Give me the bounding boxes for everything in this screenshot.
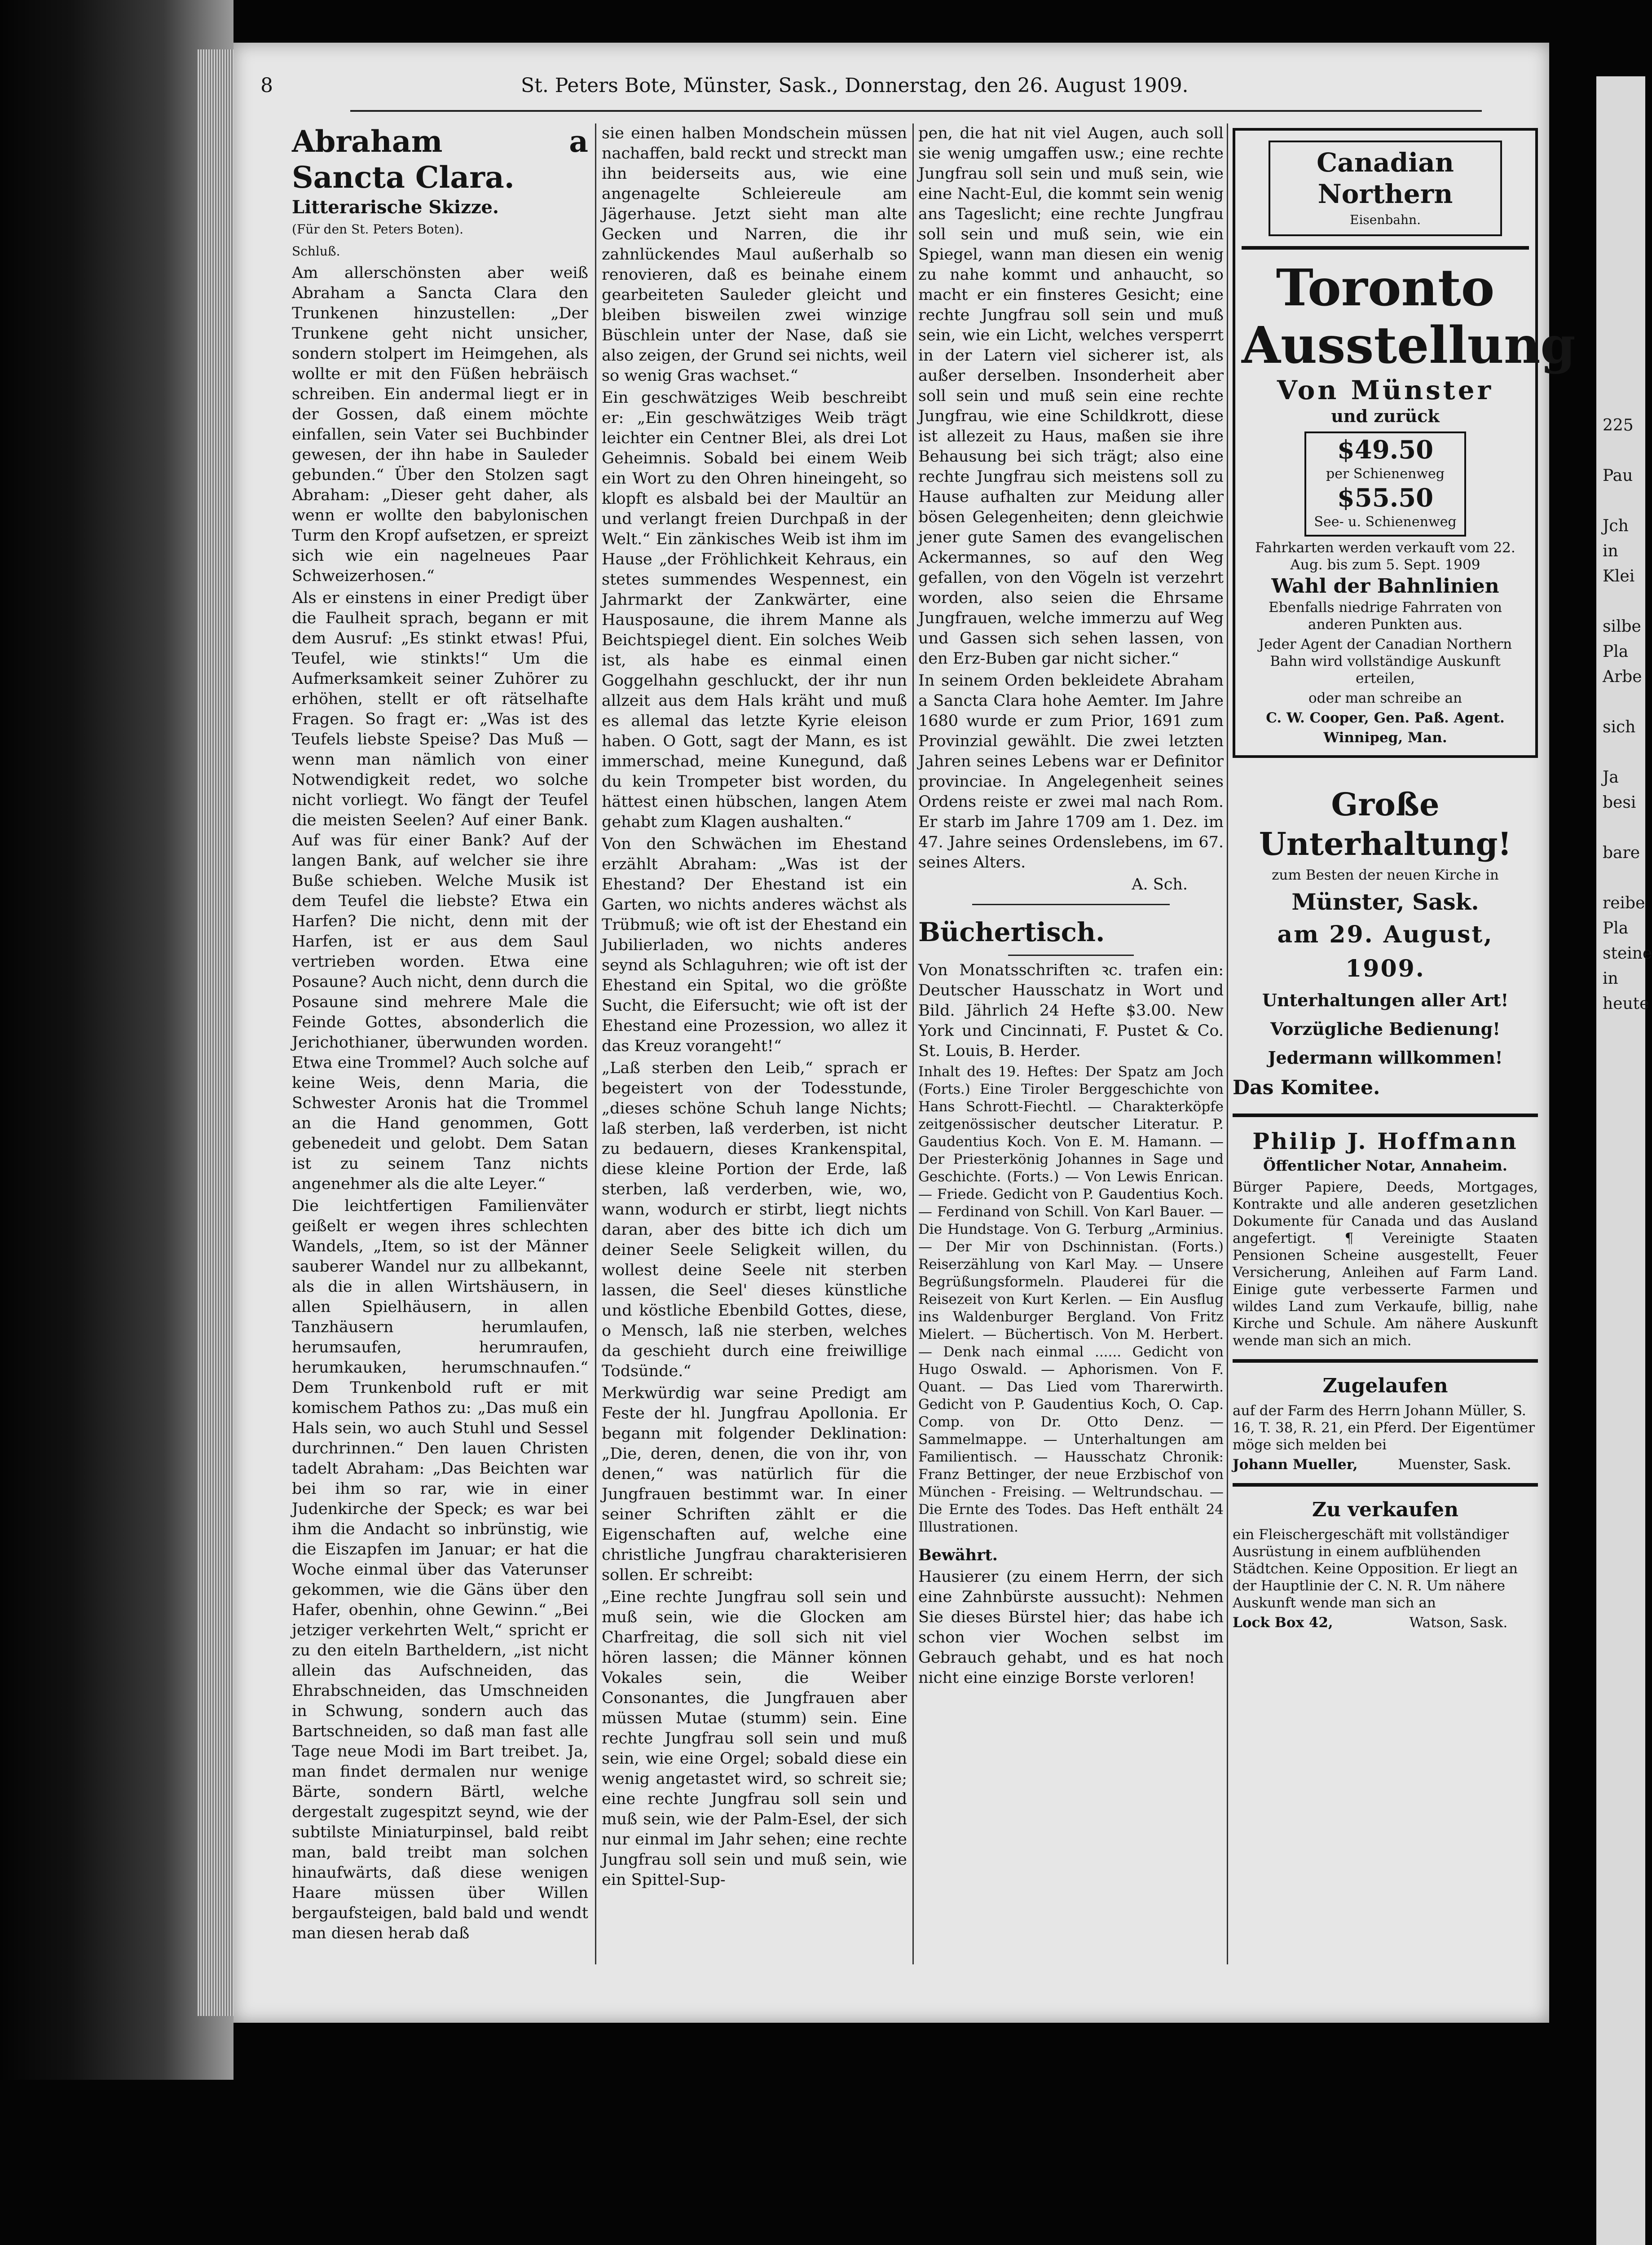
sale-text: ein Fleischergeschäft mit vollständiger Ausrüstung in einem aufblühenden Städtchen. Keine Opposition. Er liegt an der Hauptlinie der C. N. R. Um nähere Auskunft wende man sich an (1233, 1527, 1518, 1611)
adjacent-page-edge (1596, 76, 1652, 2245)
newspaper-page (233, 43, 1576, 2023)
adjacent-page-fragment (1596, 438, 1645, 463)
adjacent-page-fragment (1596, 866, 1645, 891)
adjacent-page-fragment: Pla (1603, 919, 1629, 938)
stray-contact (1233, 1456, 1538, 1473)
write-note: oder man schreibe an (1308, 690, 1463, 706)
stray-place: Muenster, Sask. (1398, 1457, 1511, 1473)
route-choice: Wahl der Bahnlinien (1271, 575, 1499, 598)
company-name: Canadian Northern (1317, 147, 1454, 209)
event-title-1: Große (1331, 786, 1440, 823)
paragraph: Ein geschwätziges Weib beschreibt er: „Ein geschwätziges Weib trägt leichter ein Centner Blei, als drei Lot Geheimnis. Sobald bei einem Weib ein Wort zu den Ohren hineingeht, so klopft es alsbald bei der Maultür an und verlangt freien Durchpaß in der Welt.“ Ein zänkisches Weib ist ihm im Hause „der Fröhlichkeit Kehraus, ein stetes summendes Wespennest, ein Jahrmarkt der Zankwärter, eine Hausposaune, die ihrem Manne als Beichtspiegel dient. Ein solches Weib ist, als habe es einmal einen Goggelhahn geschluckt, der ihr nun allzeit aus dem Hals kräht und muß es allemal das letzte Kyrie eleison haben. O Gott, sagt der Mann, es ist immerschad, meine Kunegund, daß du kein Trompeter bist worden, du hättest einen hübschen, langen Atem gehabt zum Klagen aushalten.“ (602, 389, 907, 831)
paragraph: Von den Schwächen im Ehestand erzählt Abraham: „Was ist der Ehestand? Der Ehestand ist ein Garten, wo nichts anderes wächst als Trübmuß; wie oft ist der Ehestand ein Jubilierladen, wo nichts anderes seynd als Schlaguhren; wie oft ist der Ehestand ein Spital, wo die größte Sucht, die Eifersucht; wie oft ist der Ehestand eine Prozession, wo allez it das Kreuz vorangeht!“ (602, 835, 907, 1055)
sale-box: Lock Box 42, (1233, 1615, 1333, 1631)
price-2-label: See- u. Schienenweg (1314, 514, 1457, 530)
agent-city: Winnipeg, Man. (1323, 730, 1447, 746)
event-line-1: Unterhaltungen aller Art! (1262, 990, 1509, 1010)
price-box (1304, 431, 1466, 537)
stray-text: auf der Farm des Herrn Johann Müller, S. 16, T. 38, R. 21, ein Pferd. Der Eigentümer möge sich melden bei (1233, 1403, 1535, 1453)
adjacent-page-fragment: bare (1603, 844, 1640, 862)
paragraph: Merkwürdig war seine Predigt am Feste der hl. Jungfrau Apollonia. Er begann mit folgender Deklination: „Die, deren, denen, die von ihr, von denen,“ was natürlich für die Jungfrauen bestimmt war. In einer seiner Schriften zählt er die Eigenschaften auf, welche eine christliche Jungfrau charakterisieren sollen. Er schreibt: (602, 1384, 907, 1584)
article-byline: (Für den St. Peters Boten). (292, 222, 464, 237)
page-header (251, 74, 1522, 101)
adjacent-page-fragment: Arbe (1603, 668, 1642, 686)
header-rule (350, 110, 1482, 112)
toronto-exhibition-ad (1233, 128, 1576, 758)
column-rule (1227, 123, 1228, 1964)
article-note: Schluß. (292, 244, 340, 259)
stray-name: Johann Mueller, (1233, 1457, 1358, 1473)
adjacent-page-fragment: besi (1603, 793, 1636, 812)
price-2: $55.50 (1337, 483, 1434, 513)
adjacent-page-fragment: in (1603, 542, 1618, 560)
column-2 (602, 123, 907, 1973)
article-signature: A. Sch. (1132, 876, 1188, 894)
adjacent-page-fragment (1596, 815, 1645, 841)
column-4 (1233, 123, 1576, 1973)
adjacent-page-fragment: Klei (1603, 567, 1635, 585)
books-intro: Von Monatsschriften ꝛc. trafen ein: Deutscher Hausschatz in Wort und Bild. Jährlich 24 Hefte $3.00. New York und Cincinnati, F. Pustet & Co. St. Louis, B. Herder. (918, 961, 1224, 1060)
column-rule (595, 123, 596, 1964)
column-rule (912, 123, 914, 1964)
column-1 (292, 123, 588, 1973)
column-3 (918, 123, 1224, 1973)
sale-contact (1233, 1614, 1538, 1631)
adjacent-page-fragment (1596, 690, 1645, 715)
paragraph: In seinem Orden bekleidete Abraham a Sancta Clara hohe Aemter. Im Jahre 1680 wurde er zum Prior, 1691 zum Provinzial gewählt. Die zwei letzten Jahren seines Lebens war er Definitor provinciae. In Angelegenheit seines Ordens reiste er zwei mal nach Rom. Er starb im Jahre 1709 am 1. Dez. im 47. Jahre seines Ordenslebens, im 67. seines Alters. (918, 672, 1224, 872)
adjacent-page-fragment (1596, 589, 1645, 614)
notary-role: Öffentlicher Notar, Annaheim. (1263, 1157, 1507, 1174)
adjacent-page-fragment: Jch (1603, 517, 1629, 535)
adjacent-page-fragment (1596, 489, 1645, 514)
event-date: am 29. August, 1909. (1277, 921, 1493, 982)
entertainment-ad (1233, 785, 1538, 1104)
section-divider (972, 904, 1170, 905)
paragraph: sie einen halben Mondschein müssen nachaffen, bald reckt und streckt man ihn beiderseits aus, wie eine angenagelte Schleiereule am Jägerhause. Jetzt sieht man alte Gecken und Narren, die ihr zahnlückendes Maul außerhalb so renovieren, daß es beinahe einem gearbeiteten Sauleder gleicht und bleiben bisweilen zwei winzige Büschlein unter der Nase, daß sie also zeigen, der Grund sei nichts, weil so wenig Gras wachset.“ (602, 124, 907, 385)
adjacent-page-fragment: silbe (1603, 617, 1641, 636)
article-subtitle: Litterarische Skizze. (292, 197, 499, 218)
sale-place: Watson, Sask. (1409, 1615, 1508, 1631)
adjacent-page-fragment: steine (1603, 944, 1652, 963)
stray-horse-ad (1233, 1373, 1538, 1473)
ad-divider (1233, 1359, 1538, 1363)
company-box (1269, 141, 1502, 236)
adjacent-page-fragment: sich (1603, 718, 1636, 736)
for-sale-ad (1233, 1497, 1538, 1631)
event-line-3: Jedermann willkommen! (1268, 1048, 1503, 1068)
page-number: 8 (260, 74, 273, 97)
adjacent-page-fragment: reibe (1603, 894, 1645, 912)
books-contents: Inhalt des 19. Heftes: Der Spatz am Joch (Forts.) Eine Tiroler Berggeschichte von Hans Schrott-Fiechtl. — Charakterköpfe zeitgenössischer deutscher Literatur. P. Gaudentius Koch. Von E. M. Hamann. — Der Priesterkönig Johannes in Sage und Geschichte. (Forts.) — Von Lewis Enrican. — Friede. Gedicht von P. Gaudentius Koch. — Ferdinand von Schill. Von Karl Bauer. — Die Hundstage. Von G. Terburg „Arminius. — Der Mir von Dschinnistan. (Forts.) Reiserzählung von Karl May. — Unsere Begrüßungsformeln. Plauderei für die Reisezeit von Kurt Kerlen. — Ein Ausflug ins Waldenburger Bergland. Von Fritz Mielert. — Büchertisch. Von M. Herbert. — Denk nach einmal ...... Gedicht von Hugo Oswald. — Aphorismen. Von F. Quant. — Das Lied vom Tharerwirth. Gedicht von P. Gaudentius Koch, O. Cap. Comp. von Dr. Otto Denz. — Sammelmappe. — Unterhaltungen am Familientisch. — Hausschatz Chronik: Franz Bettinger, der neue Erzbischof von München - Freising. — Weltrundschau. — Die Ernte des Todes. Das Heft enthält 24 Illustrationen. (918, 1064, 1224, 1535)
ad-bar (1242, 246, 1529, 250)
running-head: St. Peters Bote, Münster, Sask., Donnerstag, den 26. August 1909. (521, 74, 1189, 97)
agent-contact: C. W. Cooper, Gen. Paß. Agent. (1266, 710, 1505, 726)
event-purpose: zum Besten der neuen Kirche in (1272, 867, 1499, 883)
adjacent-page-fragment (1596, 740, 1645, 765)
ad-divider (1233, 1483, 1538, 1487)
anecdote-text: Hausierer (zu einem Herrn, der sich eine Zahnbürste aussucht): Nehmen Sie dieses Bürstel hier; das habe ich schon vier Wochen selbst im Gebrauch gehabt, und es hat noch nicht eine einzige Borste verloren! (918, 1568, 1224, 1687)
headline-ausstellung: Ausstellung (1242, 316, 1576, 375)
company-sub: Eisenbahn. (1350, 212, 1421, 227)
paragraph: Am allerschönsten aber weiß Abraham a Sancta Clara den Trunkenen hinzustellen: „Der Trunkene geht nicht unsicher, sondern stolpert im Heimgehen, als wollte er mit den Füßen hebräisch schreiben. Ein andermal liegt er in der Gossen, daß einem möchte einfallen, sein Vater sei Buchbinder gewesen, der ihn habe in Sauleder gebunden.“ Über den Stolzen sagt Abraham: „Dieser geht daher, als wenn er wollte den babylonischen Turm den Kropf aufsetzen, er spreizt sich wie ein nagelneues Paar Schweizerhosen.“ (292, 264, 588, 585)
stray-title: Zugelaufen (1322, 1374, 1448, 1397)
route-from: Von Münster (1277, 375, 1494, 405)
headline-toronto: Toronto (1276, 259, 1495, 317)
paragraph: pen, die hat nit viel Augen, auch soll sie wenig umgaffen usw.; eine rechte Jungfrau soll sein und muß sein, wie eine Nacht-Eul, die kommt sein wenig ans Tageslicht; eine rechte Jungfrau soll sein und muß sein, wie ein Spiegel, wann man diesen ein wenig zu nahe kommt und anhaucht, so macht er ein finsteres Gesicht; eine rechte Jungfrau soll sein und muß sein, wie ein Licht, welches versperrt in der Latern viel sicherer ist, als außer derselben. Insonderheit aber soll sein und muß sein eine rechte Jungfrau, wie eine Schildkrott, diese ist allezeit zu Haus, maßen sie ihre Behausung bei sich trägt; also eine rechte Jungfrau sich meistens soll zu Hause aufhalten zur Meidung aller bösen Gelegenheiten; denn gleichwie jener gute Samen des evangelischen Ackermannes, so auf den Weg gefallen, von den Vögeln ist verzehrt worden, also seien die Ehrsame Jungfrauen, welche immerzu auf Weg und Gassen sich sehen lassen, von den Erz-Buben gar nicht sicher.“ (918, 124, 1224, 668)
notary-text: Bürger Papiere, Deeds, Mortgages, Kontrakte und alle anderen gesetzlichen Dokumente für Canada und das Ausland angefertigt. ¶ Vereinigte Staaten Pensionen Scheine ausgestellt, Feuer Versicherung, Anleihen auf Farm Land. Einige gute verbesserte Farmen und wildes Land zum Verkaufe, billig, nahe Kirche und Schule. Am nähere Auskunft wende man sich an mich. (1233, 1179, 1538, 1349)
sale-title: Zu verkaufen (1312, 1498, 1459, 1521)
books-title: Büchertisch. (918, 917, 1105, 947)
paragraph: „Eine rechte Jungfrau soll sein und muß sein, wie die Glocken am Charfreitag, die soll sich nit viel hören lassen; die Männer können Vokales sein, die Weiber Consonantes, die Jungfrauen aber müssen Mutae (stumm) sein. Eine rechte Jungfrau soll sein und muß sein, wie eine Orgel; sobald diese ein wenig angetastet wird, so schreit sie; eine rechte Jungfrau soll sein und muß sein, wie der Palm-Esel, der sich nur einmal im Jahr sehen; eine rechte Jungfrau soll sein und muß sein, wie ein Spittel-Sup- (602, 1588, 907, 1889)
page-stack-edge (198, 49, 238, 2016)
price-1: $49.50 (1337, 435, 1434, 465)
paragraph: „Laß sterben den Leib,“ sprach er begeistert von der Todesstunde, „dieses schöne Schuh lange Nichts; laß sterben, laß verderben, ist nicht zu bedauern, dieses Krankenspital, diese kleine Portion der Erde, laß sterben, laß verderben, wie, wo, wann, wodurch er stirbt, liegt nichts daran, aber des bitte ich dich um deiner Seele Seligkeit willen, du wollest deine Seele nit sterben lassen, die Seel' dieses künstliche und köstliche Ebenbild Gottes, diese, o Mensch, laß nie sterben, welches da geschieht durch eine freiwillige Todsünde.“ (602, 1059, 907, 1380)
event-title-2: Unterhaltung! (1259, 825, 1512, 863)
fares-note: Ebenfalls niedrige Fahrraten von anderen Punkten aus. (1269, 599, 1502, 633)
route-back: und zurück (1331, 406, 1440, 426)
article-title: Abraham a Sancta Clara. (292, 124, 588, 195)
adjacent-page-fragment: Pau (1603, 467, 1633, 485)
adjacent-page-fragment: 225 (1603, 416, 1634, 435)
ad-divider (1233, 1114, 1538, 1117)
agent-note: Jeder Agent der Canadian Northern Bahn wird vollständige Auskunft erteilen, (1258, 636, 1512, 687)
notary-name: Philip J. Hoffmann (1252, 1128, 1518, 1154)
paragraph: Die leichtfertigen Familienväter geißelt er wegen ihres schlechten Wandels, „Item, so ist der Männer sauberer Wandel nur zu allbekannt, als die in allen Wirtshäusern, in allen Spielhäusern, in allen Tanzhäusern herumlaufen, herumsaufen, herumraufen, herumkauken, herumschnaufen.“ Dem Trunkenbold ruft er mit komischem Pathos zu: „Das muß ein Hals sein, wo auch Stuhl und Sessel durchrinnen.“ Den lauen Christen tadelt Abraham: „Das Beichten war bei ihm so rar, wie in einer Judenkirche der Speck; es war bei ihm die Andacht so inbrünstig, wie die Eiszapfen im Januar; er hat die Woche einmal über das Vaterunser gekommen, wie die Gäns über den Hafer, obenhin, ohne Gewinn.“ „Bei jetziger verkehrten Welt,“ spricht er zu den eiteln Bartheldern, „ist nicht allein das Aufschneiden, das Ehrabschneiden, das Umschneiden in Schwung, sondern auch das Bartschneiden, so daß man fast alle Tage neue Modi im Bart treibet. Ja, man findet dermalen nur wenige Bärte, sondern Bärtl, welche dergestalt zugespitzt seynd, wie der subtilste Miniaturpinsel, bald reibt man, bald treibt man solchen hinaufwärts, daß diese wenigen Haare müssen über Willen bergaufsteigen, bald bald und wendt man diesen herab daß (292, 1197, 588, 1942)
price-1-label: per Schienenweg (1326, 466, 1445, 482)
event-line-2: Vorzügliche Bedienung! (1270, 1019, 1500, 1039)
paragraph: Als er einstens in einer Predigt über die Faulheit sprach, begann er mit dem Ausruf: „Es stinkt etwas! Pfui, Teufel, wie stinkts!“ Um die Aufmerksamkeit seiner Zuhörer zu erhöhen, stellt er oft rätselhafte Fragen. So fragt er: „Was ist des Teufels liebste Speise? Das Muß — wenn man nämlich von einer Notwendigkeit redet, wo solche nicht vorliegt. Wo fängt der Teufel die meisten Seelen? Auf einer Bank. Auf was für einer Bank? Auf der langen Bank, auf welcher sie ihre Buße schieben. Welche Musik ist dem Teufel die liebste? Etwa ein Harfen? Die nicht, denn mit der Harfen, ist er aus dem Saul vertrieben worden. Etwa eine Posaune? Auch nicht, denn durch die Posaune sind mehrere Male die Feinde Gottes, absonderlich die Jerichothianer, überwunden worden. Etwa eine Trommel? Auch solche auf keine Weis, denn Maria, die Schwester Aronis hat die Trommel an die Hand genommen, Gott gebenedeit und gelobt. Dem Satan ist zu seinem Tanz nichts angenehmer als die alte Leyer.“ (292, 589, 588, 1193)
notary-ad (1233, 1127, 1538, 1349)
event-place: Münster, Sask. (1291, 889, 1479, 915)
section-divider (1008, 955, 1134, 956)
event-signature: Das Komitee. (1233, 1076, 1380, 1099)
adjacent-page-fragment: Ja (1603, 768, 1619, 787)
adjacent-page-fragment: heute (1603, 995, 1649, 1013)
adjacent-page-fragment: in (1603, 969, 1618, 988)
sale-dates: Fahrkarten werden verkauft vom 22. Aug. bis zum 5. Sept. 1909 (1255, 540, 1515, 573)
adjacent-page-fragment: Pla (1603, 643, 1629, 661)
anecdote-title: Bewährt. (918, 1546, 998, 1564)
